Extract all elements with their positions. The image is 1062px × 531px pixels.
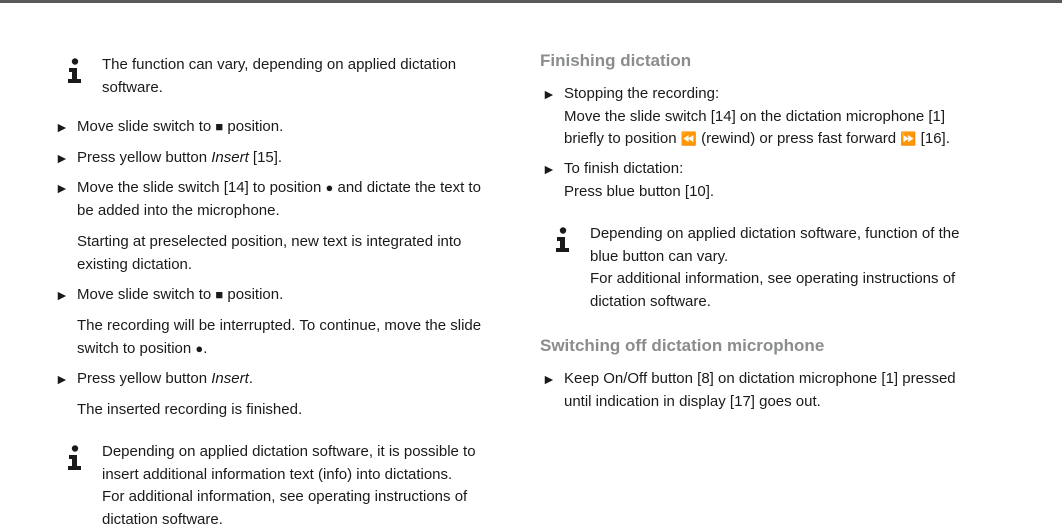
fast-forward-icon: ⏩ [900,131,916,146]
bullet-arrow-icon: ► [55,177,69,200]
bullet-arrow-icon: ► [55,368,69,391]
info-icon [67,445,83,471]
paragraph-finished: The inserted recording is finished. [77,399,302,422]
note-line: The function can vary, depending on applied dictation [102,54,456,77]
note-line: Depending on applied dictation software, it is possible to [102,441,476,464]
bullet-arrow-icon: ► [55,116,69,139]
heading-finishing-dictation: Finishing dictation [540,50,691,73]
note-line: blue button can vary. [590,246,959,269]
note-line: insert additional information text (info) into dictations. [102,464,476,487]
bullet-arrow-icon: ► [55,284,69,307]
record-symbol-icon: ● [325,180,333,195]
top-rule [0,0,1062,3]
info-icon [555,227,571,253]
bullet-arrow-icon: ► [542,158,556,181]
info-icon [67,58,83,84]
note-line: dictation software. [102,509,476,531]
bullet-arrow-icon: ► [542,368,556,391]
note-line: dictation software. [590,291,959,314]
paragraph-new-text: Starting at preselected position, new text is integrated into existing dictation. [77,231,461,276]
note-line: Depending on applied dictation software, function of the [590,223,959,246]
rewind-icon: ⏪ [681,131,697,146]
stop-symbol-icon: ■ [215,119,223,134]
note-line: For additional information, see operating instructions of [102,486,476,509]
heading-switching-off: Switching off dictation microphone [540,335,824,358]
record-symbol-icon: ● [195,341,203,356]
bullet-arrow-icon: ► [542,83,556,106]
stop-symbol-icon: ■ [215,287,223,302]
insert-button-name: Insert [211,370,249,387]
note-line: For additional information, see operating instructions of [590,268,959,291]
note-line: software. [102,77,456,100]
insert-button-name: Insert [211,149,249,166]
paragraph-interrupted: The recording will be interrupted. To continue, move the slide switch to position ●. [77,315,481,360]
bullet-arrow-icon: ► [55,147,69,170]
